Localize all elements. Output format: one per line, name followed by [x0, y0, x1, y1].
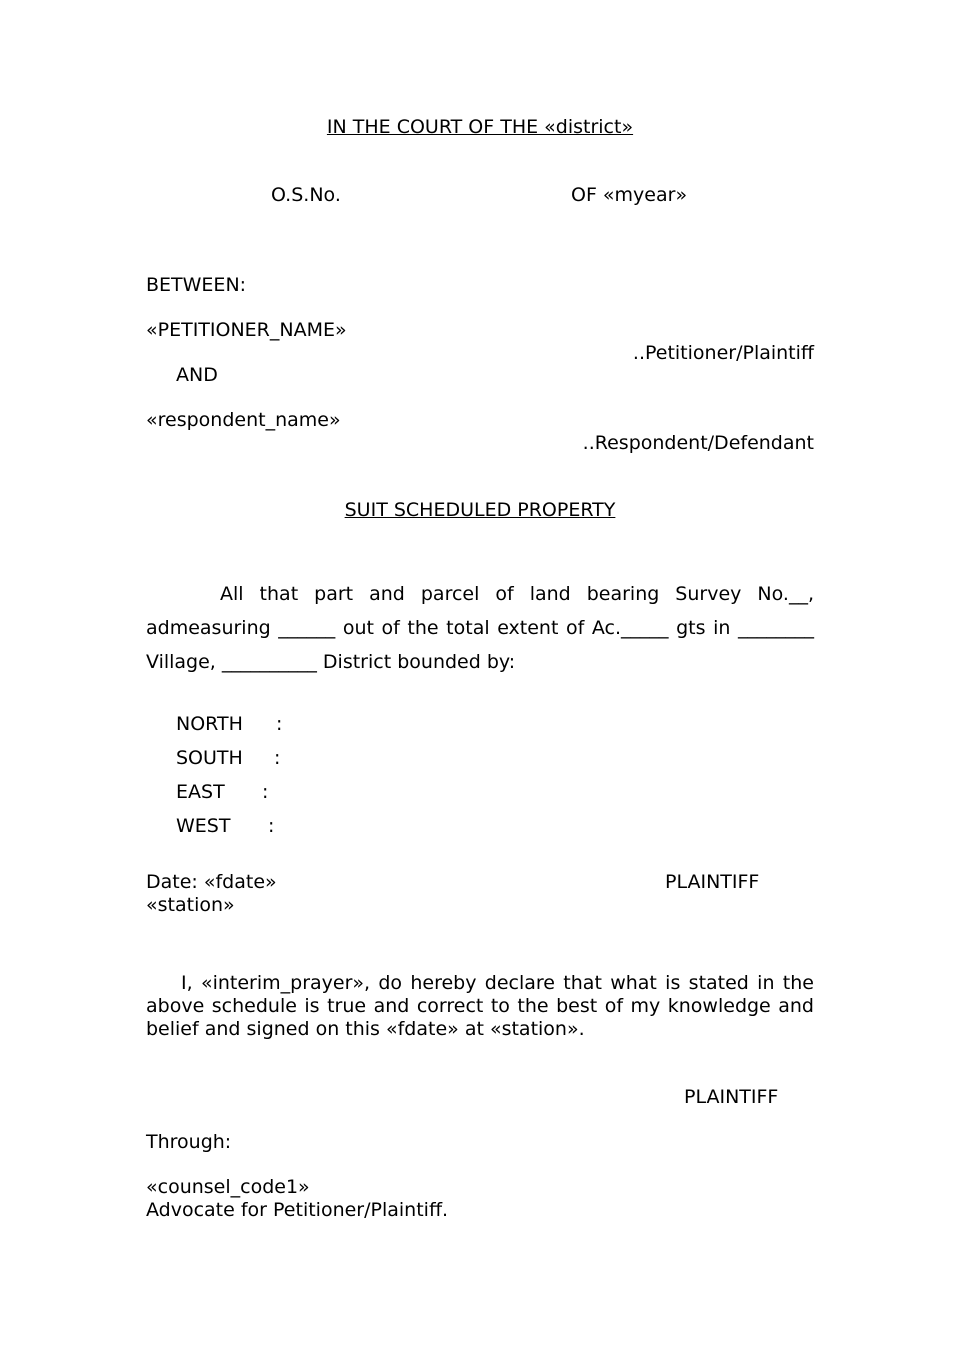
respondent-name: «respondent_name»	[146, 409, 341, 431]
case-year: OF «myear»	[571, 184, 688, 206]
petitioner-name: «PETITIONER_NAME»	[146, 319, 347, 341]
between-label: BETWEEN:	[146, 274, 247, 296]
boundary-east-label: EAST	[176, 781, 225, 803]
court-title: IN THE COURT OF THE «district»	[326, 116, 634, 138]
boundary-north-label: NORTH	[176, 713, 243, 735]
boundary-south-colon: :	[274, 747, 281, 769]
through-label: Through:	[146, 1131, 232, 1153]
and-label: AND	[176, 364, 218, 386]
respondent-role: ..Respondent/Defendant	[582, 432, 814, 454]
verification-plaintiff-label: PLAINTIFF	[684, 1086, 779, 1108]
schedule-heading: SUIT SCHEDULED PROPERTY	[344, 499, 616, 521]
os-number-label: O.S.No.	[271, 184, 341, 206]
station-line: «station»	[146, 894, 235, 916]
schedule-description-text: All that part and parcel of land bearing Survey No.__, admeasuring ______ out of the total extent of Ac._____ gts in ________ Village, __________ District bounded by:	[146, 583, 814, 673]
advocate-line: Advocate for Petitioner/Plaintiff.	[146, 1199, 449, 1221]
counsel-code: «counsel_code1»	[146, 1176, 310, 1198]
petitioner-role: ..Petitioner/Plaintiff	[632, 342, 814, 364]
boundary-south-label: SOUTH	[176, 747, 243, 769]
plaintiff-signature-label: PLAINTIFF	[665, 871, 760, 893]
boundary-east-colon: :	[262, 781, 269, 803]
boundary-west-label: WEST	[176, 815, 231, 837]
boundary-north-colon: :	[276, 713, 283, 735]
schedule-description	[146, 577, 814, 679]
date-line: Date: «fdate»	[146, 871, 277, 893]
verification-text: I, «interim_prayer», do hereby declare that what is stated in the above schedule is true and correct to the best of my knowledge and belief and signed on this «fdate» at «station».	[146, 972, 814, 1040]
boundary-west-colon: :	[268, 815, 275, 837]
verification-paragraph	[146, 972, 814, 1041]
